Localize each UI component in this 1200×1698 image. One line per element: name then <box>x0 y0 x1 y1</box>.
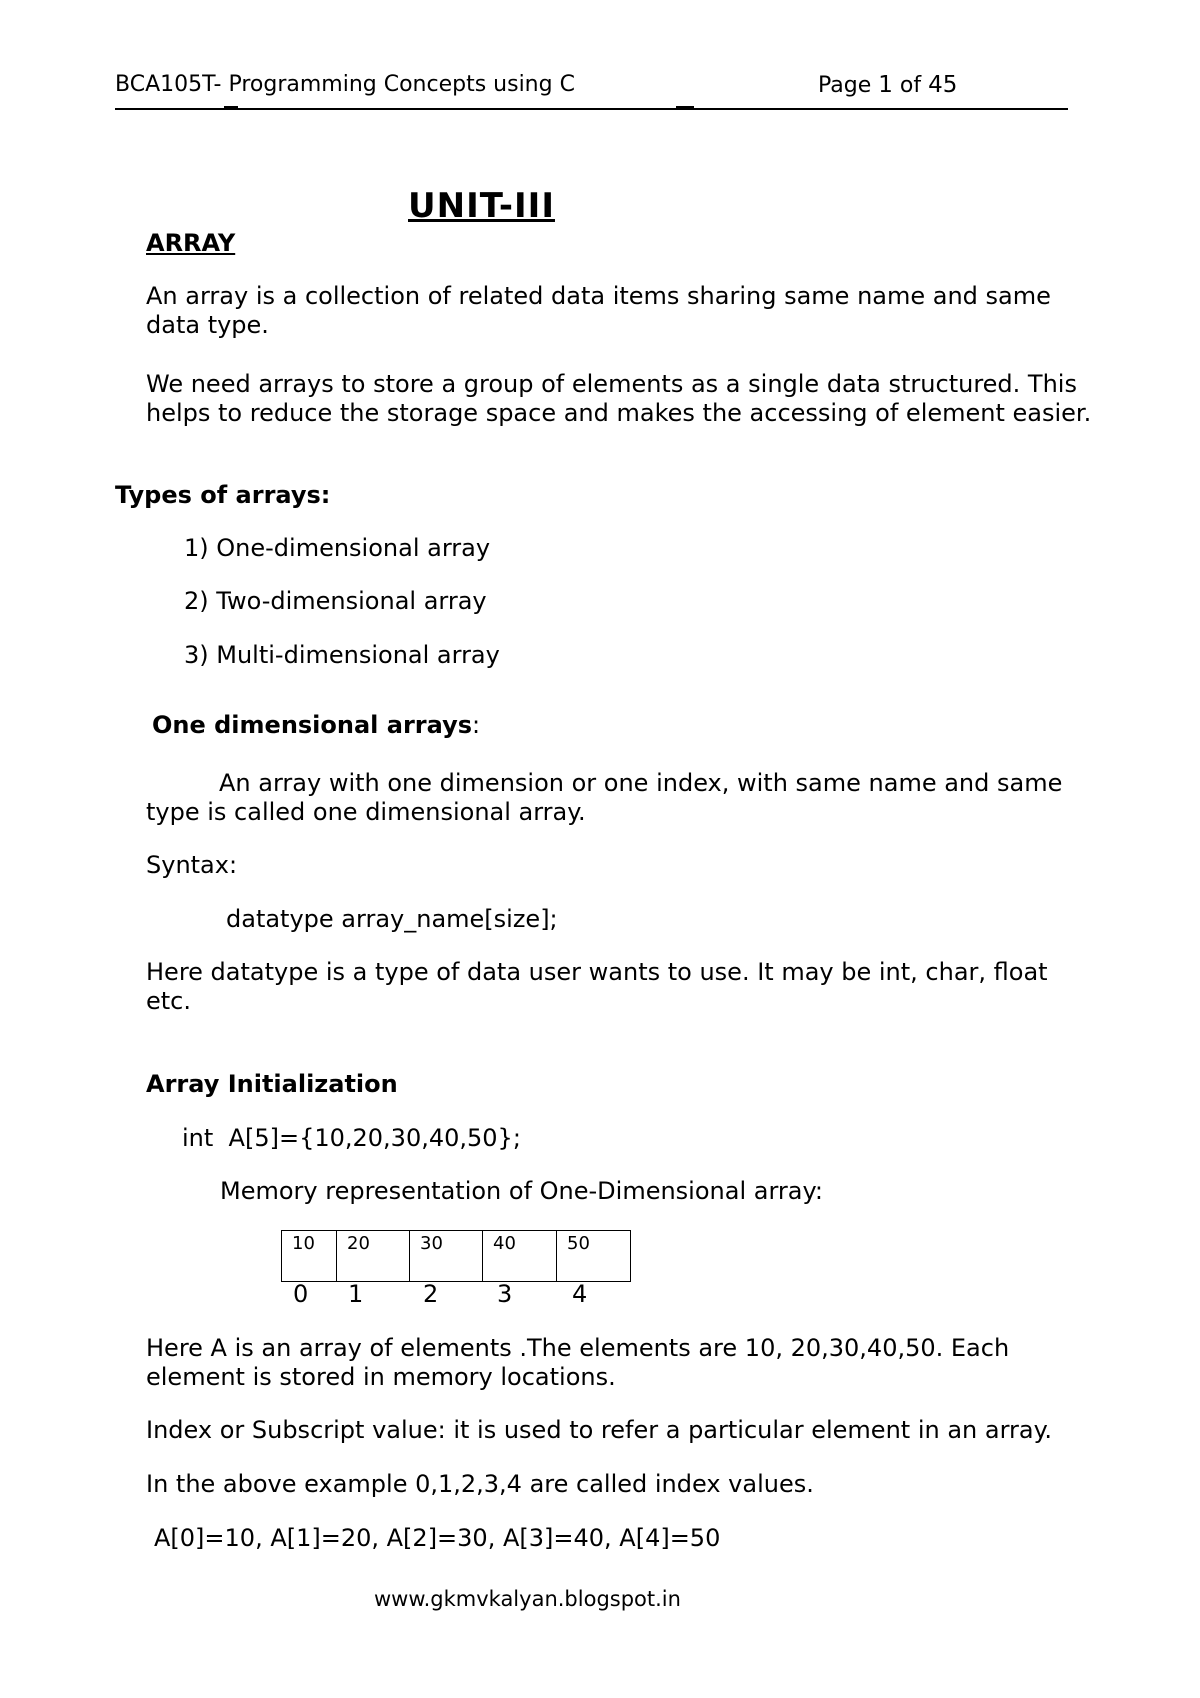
unit-title: UNIT-III <box>408 186 555 226</box>
memory-index: 3 <box>497 1280 513 1308</box>
memory-cell: 50 <box>557 1231 631 1282</box>
page-label: Page <box>818 73 872 98</box>
one-dim-definition: An array with one dimension or one index, with same name and same type is called one dimensional array. <box>146 769 1063 826</box>
types-item-3: 3) Multi-dimensional array <box>184 641 500 669</box>
index-definition: Index or Subscript value: it is used to refer a particular element in an array. <box>146 1416 1053 1444</box>
memory-index: 0 <box>293 1280 309 1308</box>
page-number: 1 <box>878 72 893 98</box>
header-rule <box>115 108 1068 110</box>
syntax-code: datatype array_name[size]; <box>226 905 558 933</box>
types-heading: Types of arrays: <box>115 481 331 509</box>
one-dim-heading-colon: : <box>472 711 481 739</box>
index-assignments: A[0]=10, A[1]=20, A[2]=30, A[3]=40, A[4]=50 <box>154 1524 721 1552</box>
memory-diagram <box>281 1230 631 1282</box>
elements-explanation: Here A is an array of elements .The elements are 10, 20,30,40,50. Each element is stored in memory locations. <box>146 1334 1010 1391</box>
init-heading: Array Initialization <box>146 1070 398 1098</box>
memory-caption: Memory representation of One-Dimensional array: <box>220 1177 824 1205</box>
header-rule-tick <box>676 106 694 110</box>
memory-index: 2 <box>423 1280 439 1308</box>
page-total: 45 <box>928 72 958 98</box>
memory-cell: 30 <box>410 1231 483 1282</box>
init-code: int A[5]={10,20,30,40,50}; <box>182 1124 521 1152</box>
one-dim-heading <box>152 711 480 740</box>
header-course-title: BCA105T- Programming Concepts using C <box>115 72 575 97</box>
types-item-2: 2) Two-dimensional array <box>184 587 487 615</box>
datatype-note: Here datatype is a type of data user wants to use. It may be int, char, float etc. <box>146 958 1048 1015</box>
memory-index: 4 <box>572 1280 588 1308</box>
index-example: In the above example 0,1,2,3,4 are called index values. <box>146 1470 814 1498</box>
memory-cell: 10 <box>282 1231 337 1282</box>
header-page-indicator <box>818 72 957 98</box>
syntax-label: Syntax: <box>146 851 238 879</box>
array-heading: ARRAY <box>146 229 236 257</box>
page-of-label: of <box>899 73 922 98</box>
footer-url: www.gkmvkalyan.blogspot.in <box>374 1587 681 1611</box>
intro-paragraph-1: An array is a collection of related data items sharing same name and same data type. <box>146 282 1051 339</box>
intro-paragraph-2: We need arrays to store a group of elements as a single data structured. This helps to reduce the storage space and makes the accessing of element easier. <box>146 370 1092 427</box>
memory-cell: 40 <box>483 1231 557 1282</box>
memory-row <box>282 1231 631 1282</box>
types-item-1: 1) One-dimensional array <box>184 534 491 562</box>
memory-index: 1 <box>348 1280 364 1308</box>
one-dim-heading-text: One dimensional arrays <box>152 711 473 739</box>
header-rule-tick <box>224 106 238 110</box>
memory-cell: 20 <box>337 1231 410 1282</box>
